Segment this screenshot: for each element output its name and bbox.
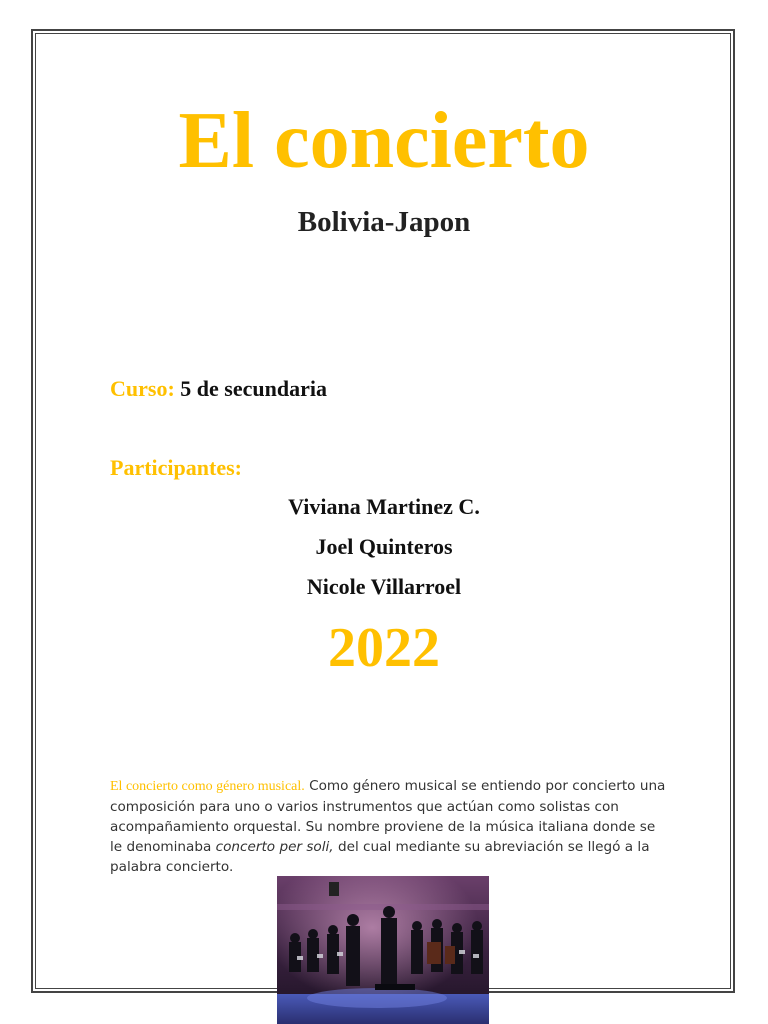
document-title: El concierto bbox=[178, 97, 590, 185]
paragraph-lead: El concierto como género musical. bbox=[110, 779, 305, 794]
participant-name: Viviana Martinez C. bbox=[288, 494, 480, 519]
course-label: Curso: bbox=[110, 376, 175, 401]
course-value: 5 de secundaria bbox=[180, 376, 327, 401]
participants-label: Participantes: bbox=[110, 455, 242, 480]
course-line bbox=[110, 374, 327, 404]
participant-name: Nicole Villarroel bbox=[306, 574, 462, 599]
participant-name: Joel Quinteros bbox=[315, 534, 453, 559]
orchestra-photo bbox=[277, 876, 489, 1024]
year: 2022 bbox=[328, 617, 440, 679]
paragraph-text: Como género musical se entiendo por concierto una composición para uno o varios instrumentos que actúan como solistas con acompañamiento orquestal. Su nombre proviene de la música italiana donde se le denominaba bbox=[110, 778, 666, 855]
paragraph-text: del cual mediante su abreviación se llegó a la palabra concierto. bbox=[110, 839, 650, 875]
paragraph-italic: concerto per soli, bbox=[215, 839, 334, 855]
document-subtitle: Bolivia-Japon bbox=[297, 206, 471, 238]
intro-paragraph bbox=[110, 776, 670, 877]
